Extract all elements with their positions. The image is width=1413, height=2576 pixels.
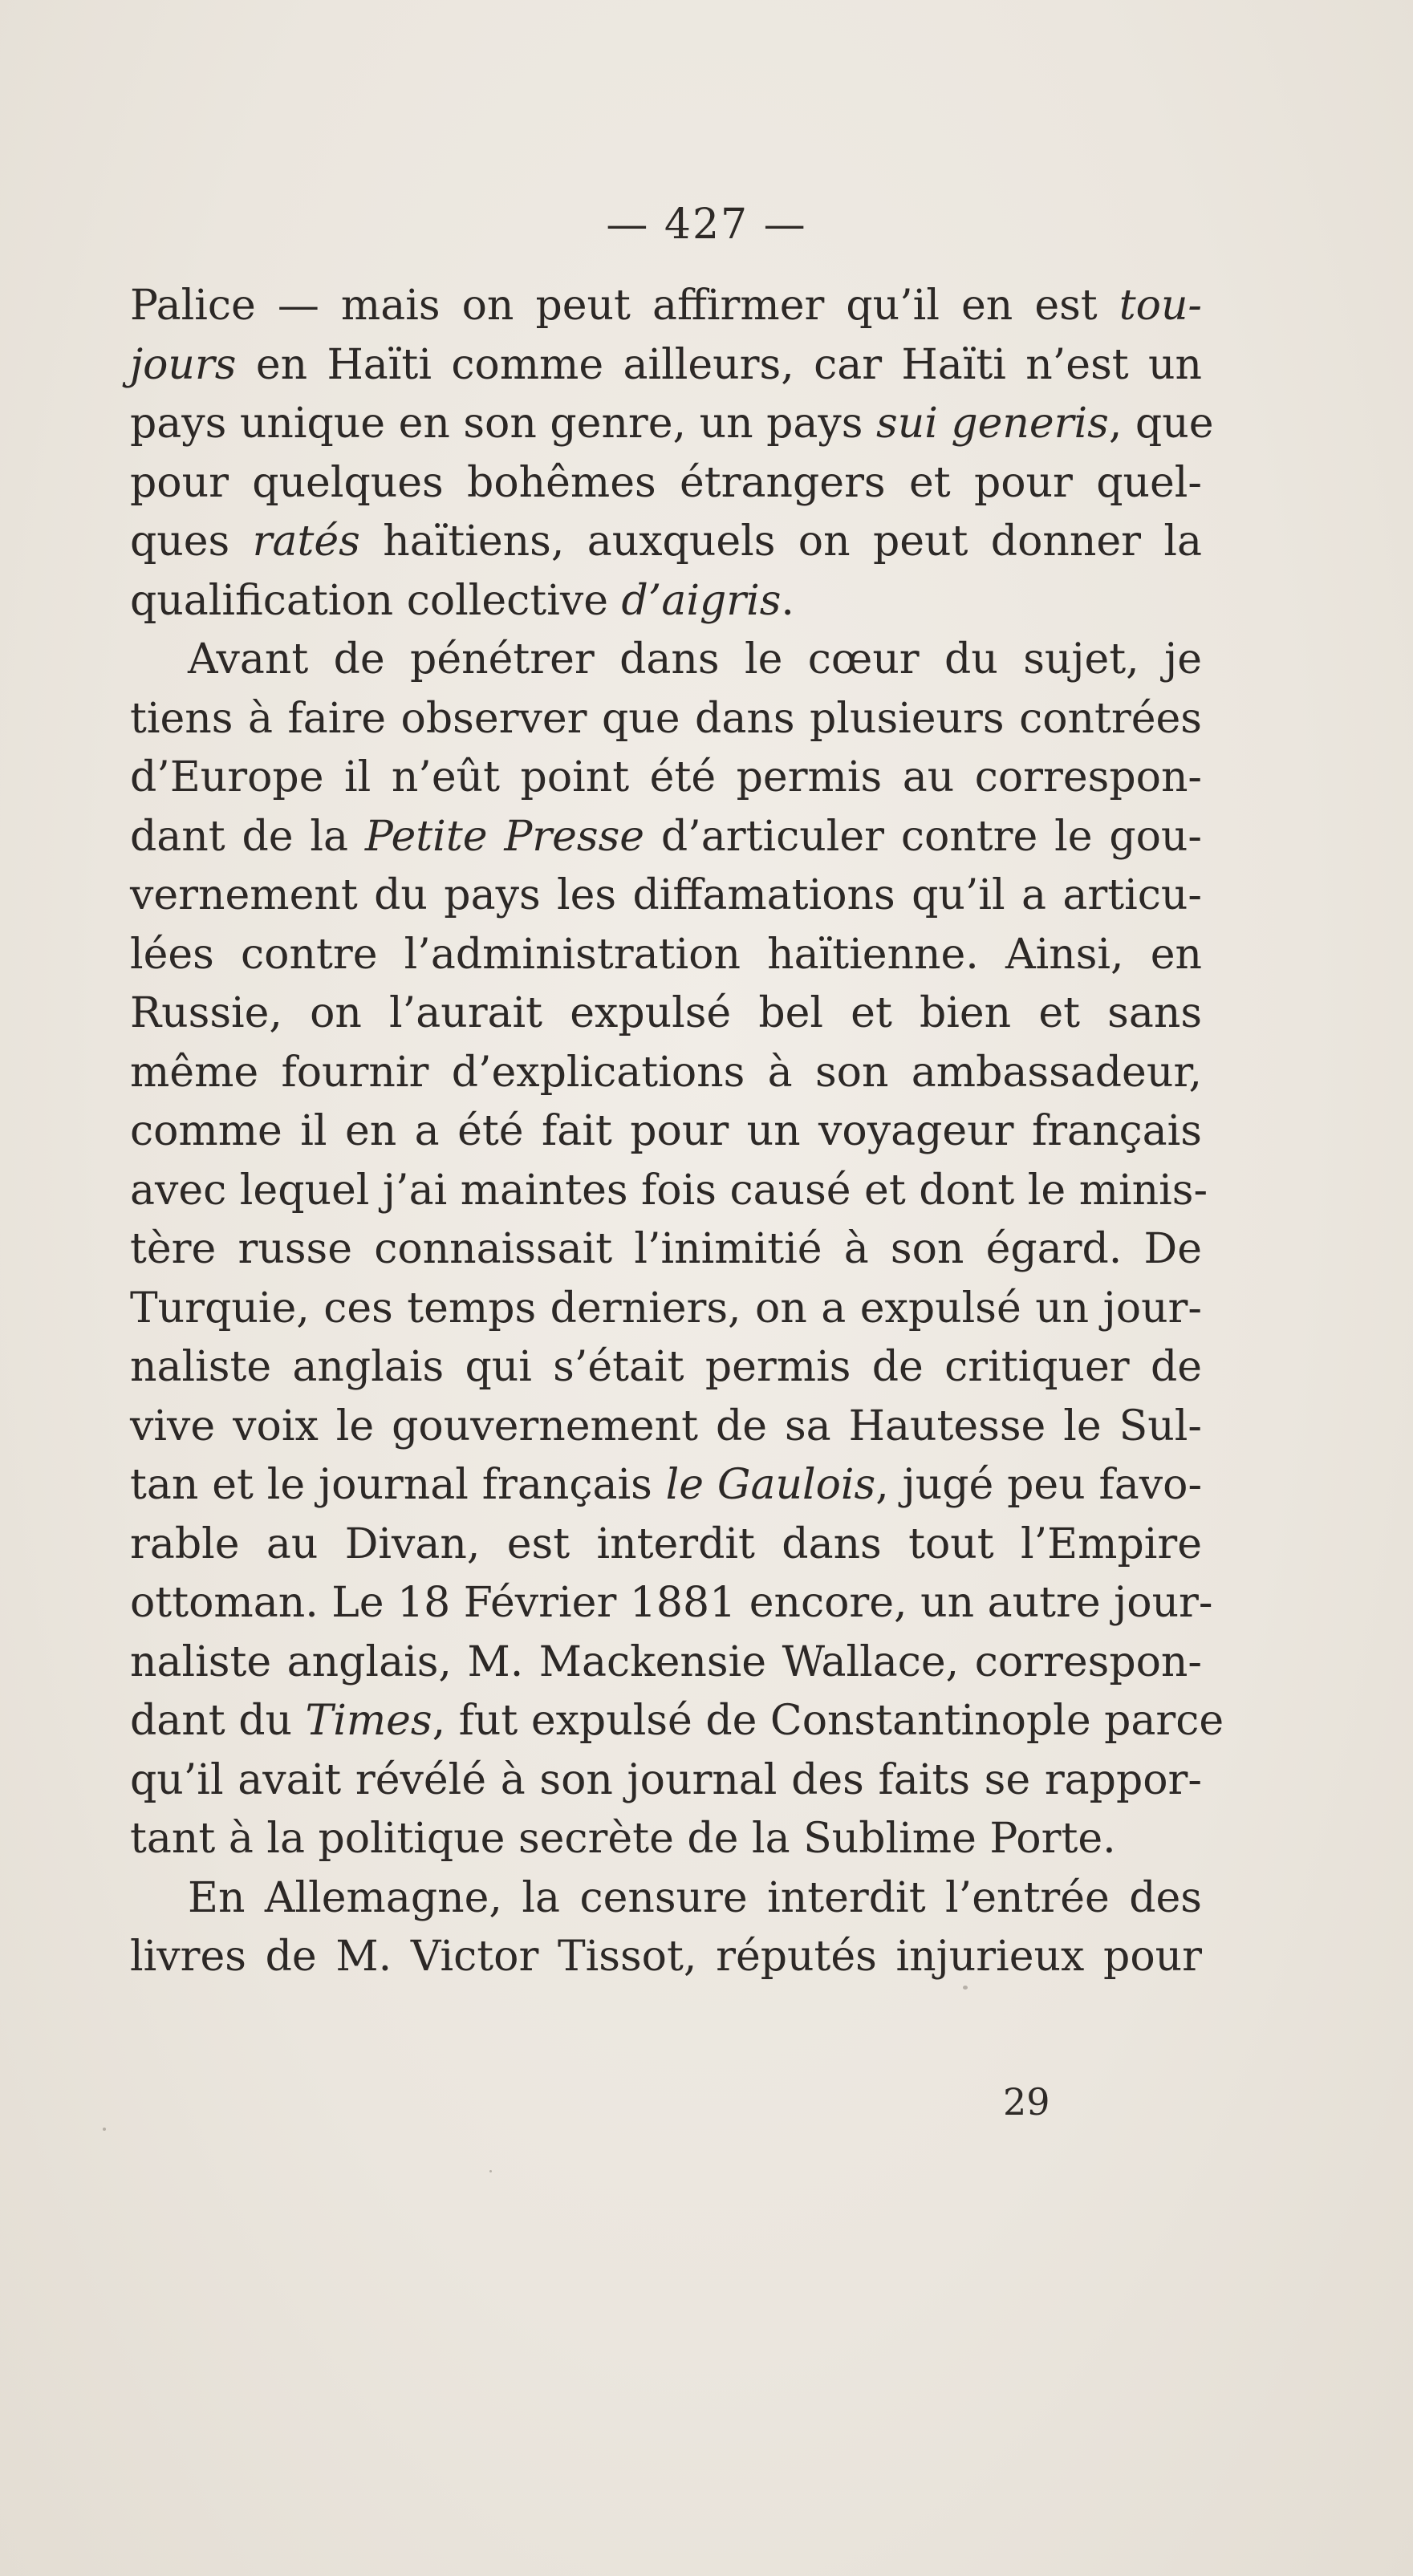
text-segment: qu’il avait révélé à son journal des faits se rappor- (130, 1755, 1202, 1804)
italic-text: Petite Presse (364, 812, 645, 861)
text-line (130, 277, 1202, 336)
text-line (130, 1633, 1202, 1693)
text-segment: tant à la politique secrète de la Sublime Porte. (130, 1815, 1116, 1863)
text-segment: rable au Divan, est interdit dans tout l’Empire (130, 1519, 1202, 1568)
text-segment: lées contre l’administration haïtienne. Ainsi, en (130, 930, 1202, 979)
text-segment: tiens à faire observer que dans plusieurs contrées (130, 694, 1202, 743)
text-segment: vernement du pays les diffamations qu’il a articu- (130, 871, 1202, 919)
text-line (130, 1044, 1202, 1103)
text-segment: livres de M. Victor Tissot, réputés injurieux pour (130, 1933, 1202, 1981)
text-segment: pays unique en son genre, un pays (130, 400, 877, 448)
text-line (130, 336, 1202, 396)
paper-speck (963, 1986, 968, 1990)
text-segment: Turquie, ces temps derniers, on a expulsé un jour- (130, 1284, 1202, 1333)
text-segment: naliste anglais, M. Mackensie Wallace, correspon- (130, 1637, 1202, 1686)
text-segment: dant du (130, 1697, 306, 1745)
text-line (130, 1338, 1202, 1398)
text-line (130, 1751, 1202, 1811)
text-segment: même fournir d’explications à son ambassadeur, (130, 1048, 1202, 1097)
italic-text: sui generis (876, 400, 1109, 448)
text-line (130, 984, 1202, 1044)
italic-text: jours (130, 340, 237, 389)
text-segment: ques (130, 517, 253, 566)
text-line (130, 1928, 1202, 1987)
text-segment: dant de la (130, 812, 365, 861)
text-segment: d’articuler contre le gou- (644, 812, 1202, 861)
italic-text: d’aigris (621, 576, 782, 625)
italic-text: tou- (1119, 282, 1202, 330)
text-segment: comme il en a été fait pour un voyageur français (130, 1107, 1202, 1155)
text-line (130, 1692, 1224, 1751)
text-line (130, 1162, 1208, 1221)
page-header: — 427 — (606, 201, 807, 249)
body-text (130, 277, 1224, 1987)
text-segment: haïtiens, auxquels on peut donner la (359, 517, 1203, 566)
text-line (130, 808, 1202, 867)
text-segment: tère russe connaissait l’inimitié à son égard. De (130, 1225, 1202, 1273)
paper-speck (103, 2128, 106, 2131)
text-line (130, 690, 1202, 749)
text-line (130, 395, 1214, 454)
text-segment: En Allemagne, la censure interdit l’entrée des (188, 1873, 1202, 1922)
text-line (130, 1574, 1213, 1633)
text-line (130, 1869, 1202, 1929)
italic-text: le Gaulois (665, 1461, 876, 1509)
text-segment: d’Europe il n’eût point été permis au correspon- (130, 753, 1202, 801)
text-line (130, 572, 1202, 631)
text-segment: en Haïti comme ailleurs, car Haïti n’est un (236, 340, 1202, 389)
text-line (130, 1220, 1202, 1280)
text-line (130, 748, 1202, 808)
text-line (130, 1810, 1202, 1869)
text-line (130, 1280, 1202, 1339)
italic-text: Times (305, 1697, 432, 1745)
text-segment: vive voix le gouvernement de sa Hautesse le Sul- (130, 1402, 1202, 1450)
text-segment: Avant de pénétrer dans le cœur du sujet, je (188, 635, 1202, 684)
text-segment: Russie, on l’aurait expulsé bel et bien et sans (130, 989, 1202, 1037)
text-segment: pour quelques bohêmes étrangers et pour quel- (130, 458, 1202, 507)
paper-speck (489, 2170, 492, 2172)
signature-mark: 29 (1003, 2080, 1050, 2124)
text-line (130, 1398, 1202, 1457)
text-line (130, 631, 1202, 690)
text-segment: avec lequel j’ai maintes fois causé et dont le minis- (130, 1166, 1208, 1215)
text-segment: tan et le journal français (130, 1461, 666, 1509)
text-segment: ottoman. Le 18 Février 1881 encore, un autre jour- (130, 1579, 1213, 1627)
text-segment: , fut expulsé de Constantinople parce (432, 1697, 1224, 1745)
text-line (130, 1515, 1202, 1575)
text-line (130, 926, 1202, 985)
text-segment: Palice — mais on peut affirmer qu’il en est (130, 282, 1119, 330)
text-segment: naliste anglais qui s’était permis de critiquer de (130, 1343, 1202, 1391)
text-segment: , jugé peu favo- (875, 1461, 1203, 1509)
text-segment: , que (1108, 400, 1214, 448)
text-line (130, 1456, 1202, 1515)
text-segment: . (781, 576, 794, 625)
text-line (130, 513, 1202, 572)
text-line (130, 1102, 1202, 1162)
text-line (130, 454, 1202, 513)
italic-text: ratés (252, 517, 360, 566)
text-segment: qualification collective (130, 576, 622, 625)
text-line (130, 866, 1202, 926)
